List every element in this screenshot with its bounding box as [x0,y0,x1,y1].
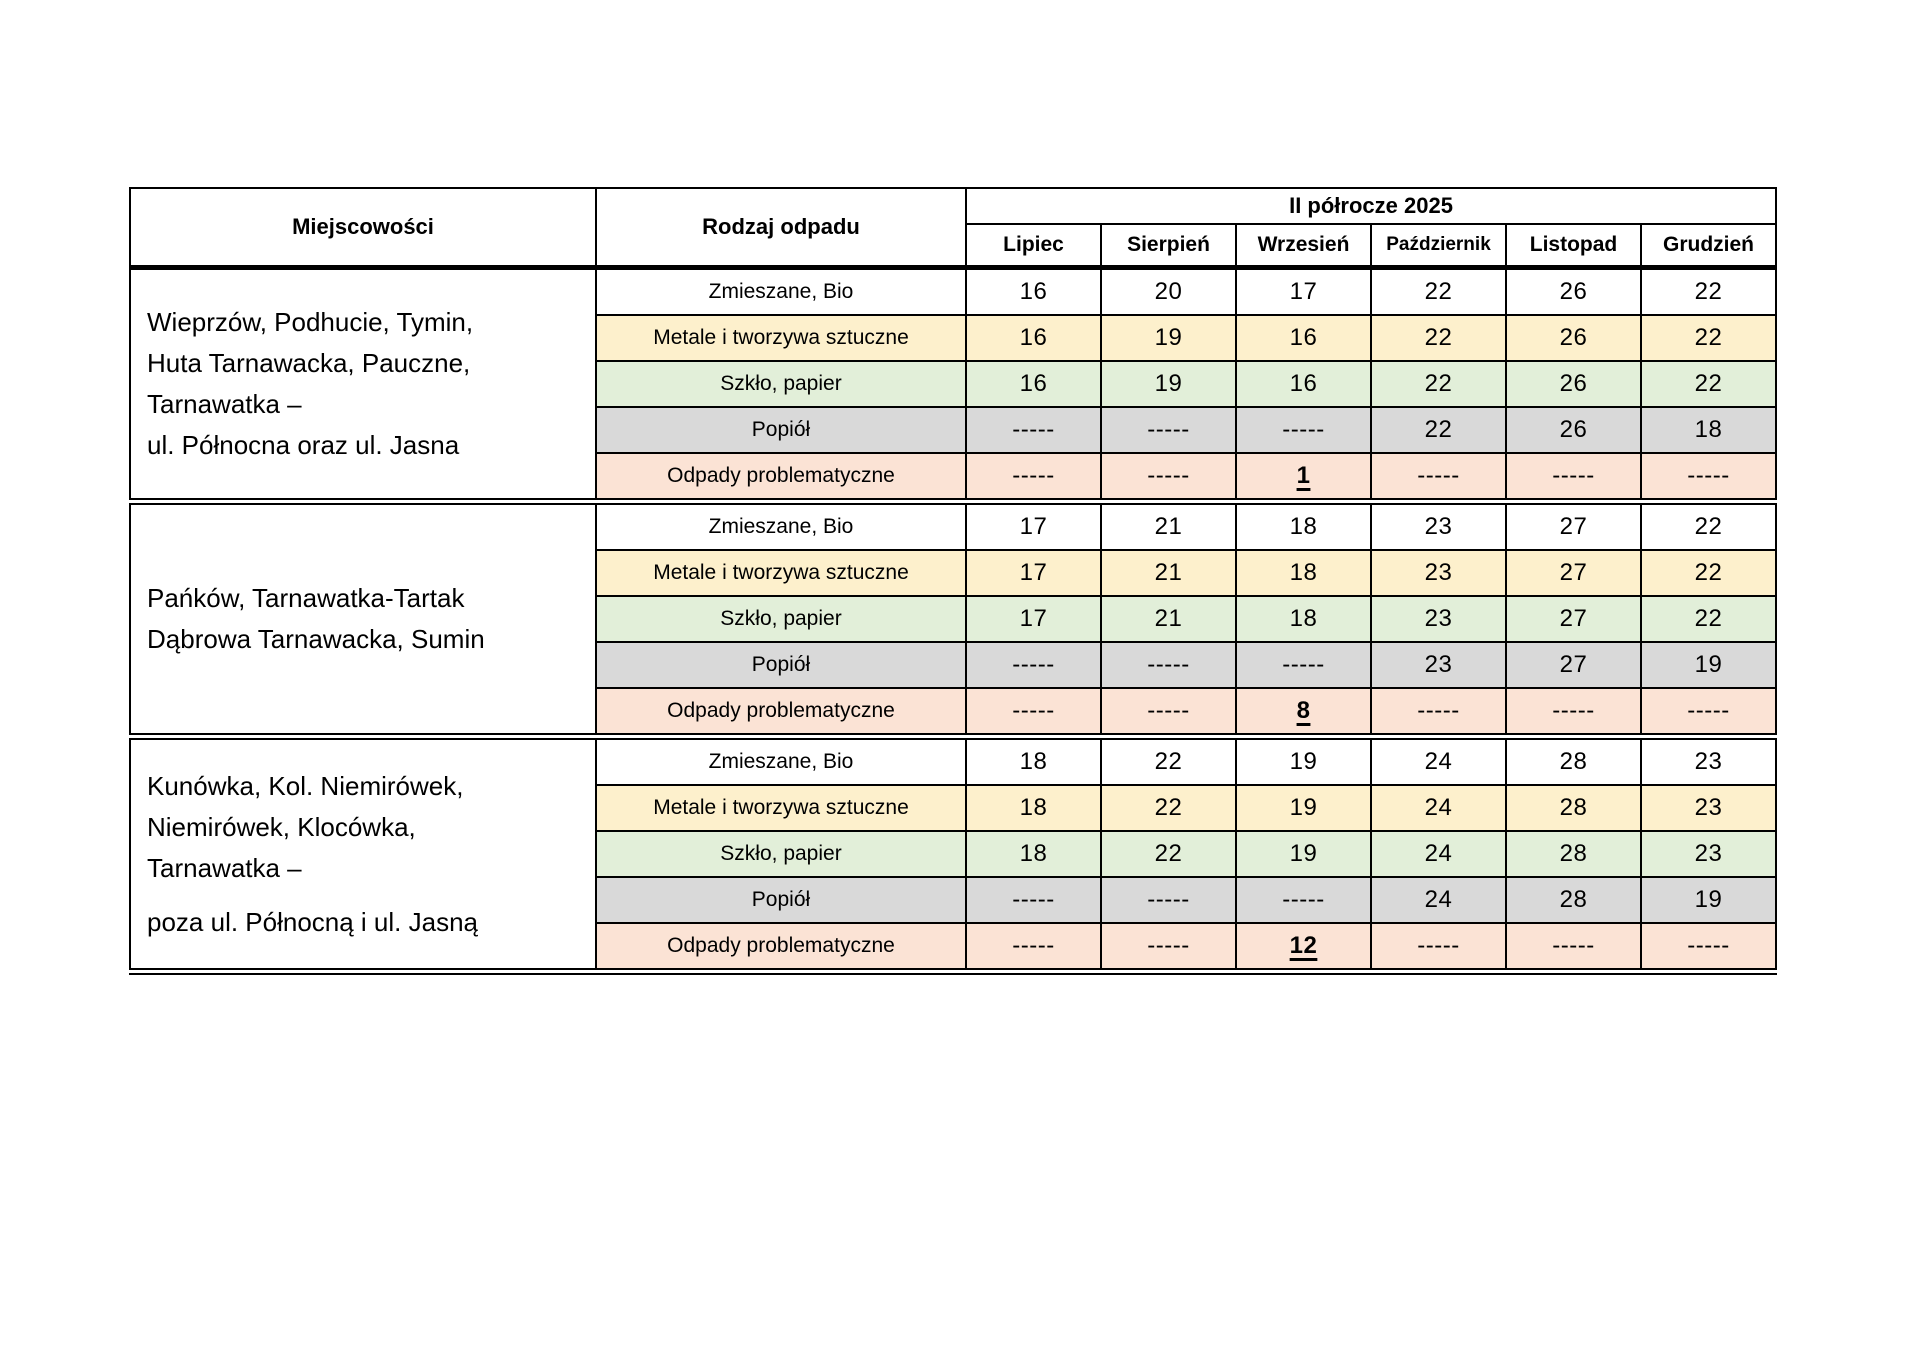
value-cell [1101,688,1236,737]
locality-line: Wieprzów, Podhucie, Tymin, [147,307,474,337]
date-value: 21 [1154,513,1183,540]
value-cell [1236,502,1371,551]
value-cell [1101,407,1236,453]
date-value: ----- [1012,697,1055,724]
date-value: 17 [1019,513,1048,540]
locality-line: Tarnawatka – [147,852,302,883]
schedule-body [130,268,1776,972]
locality-line: Tarnawatka – [147,389,302,419]
value-cell [1371,315,1506,361]
waste-type-cell: Odpady problematyczne [596,453,966,502]
date-value: 24 [1424,794,1453,821]
value-cell [1236,315,1371,361]
waste-type-cell: Popiół [596,642,966,688]
value-cell [1641,688,1776,737]
value-cell [1101,502,1236,551]
value-cell [1506,923,1641,972]
value-cell [1371,407,1506,453]
value-cell [1371,596,1506,642]
value-cell [1641,642,1776,688]
date-value: 18 [1289,605,1318,632]
date-value: 16 [1019,324,1048,351]
value-cell [1236,737,1371,786]
value-cell [1101,877,1236,923]
date-value: 22 [1424,278,1453,305]
locality-line: ul. Północna oraz ul. Jasna [147,430,460,460]
value-cell [1506,831,1641,877]
value-cell [1641,923,1776,972]
date-value: 18 [1019,794,1048,821]
date-value: 26 [1559,278,1588,305]
value-cell [1506,550,1641,596]
value-cell [1101,268,1236,316]
waste-type-cell: Popiół [596,407,966,453]
value-cell [1101,453,1236,502]
date-value: 23 [1424,605,1453,632]
value-cell [1506,502,1641,551]
value-cell [966,453,1101,502]
date-value: ----- [1417,697,1460,724]
value-cell [1101,361,1236,407]
schedule-row [130,737,1776,786]
date-value: ----- [1282,416,1325,443]
date-value: ----- [1012,416,1055,443]
value-cell [1641,877,1776,923]
date-value: 22 [1154,794,1183,821]
locality-line: Kunówka, Kol. Niemirówek, [147,770,464,801]
date-value: 22 [1694,278,1723,305]
month-header-wrzesień: Wrzesień [1236,224,1371,268]
date-value: ----- [1147,886,1190,913]
locality-line: Huta Tarnawacka, Pauczne, [147,348,471,378]
period-header: II półrocze 2025 [966,188,1776,224]
date-value: 26 [1559,370,1588,397]
date-value: 19 [1694,886,1723,913]
value-cell [1506,596,1641,642]
date-value: 18 [1019,748,1048,775]
date-value: 19 [1289,840,1318,867]
date-value: 18 [1019,840,1048,867]
locality-line: Dąbrowa Tarnawacka, Sumin [147,624,485,654]
date-value: 22 [1424,324,1453,351]
date-value: 21 [1154,605,1183,632]
waste-type-cell: Szkło, papier [596,831,966,877]
date-value: 27 [1559,605,1588,632]
value-cell [1236,361,1371,407]
schedule-row [130,268,1776,316]
date-value: 22 [1424,370,1453,397]
value-cell [1236,407,1371,453]
date-value: 20 [1154,278,1183,305]
value-cell [966,642,1101,688]
value-cell [1371,737,1506,786]
value-cell [966,688,1101,737]
value-cell [966,407,1101,453]
date-value: 23 [1694,794,1723,821]
date-value: ----- [1147,416,1190,443]
value-cell [1641,785,1776,831]
locality-cell [130,737,596,972]
date-value: ----- [1147,932,1190,959]
value-cell [1101,550,1236,596]
value-cell [1641,315,1776,361]
date-value: ----- [1417,932,1460,959]
value-cell [1641,268,1776,316]
value-cell [1101,831,1236,877]
date-value: 19 [1694,651,1723,678]
value-cell [1236,453,1371,502]
waste-collection-schedule-table [129,187,1777,975]
value-cell [966,268,1101,316]
waste-type-cell: Zmieszane, Bio [596,268,966,316]
value-cell [966,923,1101,972]
date-value: 22 [1154,748,1183,775]
value-cell [1506,361,1641,407]
value-cell [1371,642,1506,688]
value-cell [1371,268,1506,316]
value-cell [1641,550,1776,596]
locality-line: Pańków, Tarnawatka-Tartak [147,583,465,613]
locality-cell [130,502,596,737]
date-value: ----- [1417,462,1460,489]
value-cell [1101,596,1236,642]
date-value: 28 [1559,840,1588,867]
month-header-październik: Październik [1371,224,1506,268]
value-cell [1236,785,1371,831]
date-value: 17 [1019,559,1048,586]
date-value: 19 [1289,748,1318,775]
waste-type-cell: Szkło, papier [596,361,966,407]
value-cell [1236,596,1371,642]
date-value: 17 [1289,278,1318,305]
value-cell [1236,877,1371,923]
value-cell [1236,923,1371,972]
value-cell [1236,688,1371,737]
date-value: ----- [1012,886,1055,913]
waste-type-cell: Odpady problematyczne [596,688,966,737]
date-value: 27 [1559,513,1588,540]
value-cell [1236,831,1371,877]
month-header-sierpień: Sierpień [1101,224,1236,268]
localities-column-header: Miejscowości [130,188,596,268]
date-value: ----- [1687,462,1730,489]
value-cell [1506,737,1641,786]
value-cell [1371,923,1506,972]
value-cell [1506,877,1641,923]
date-value: 24 [1424,748,1453,775]
date-value: 22 [1694,513,1723,540]
date-value: 16 [1019,278,1048,305]
value-cell [1506,785,1641,831]
value-cell [1641,596,1776,642]
date-value: ----- [1282,651,1325,678]
waste-type-cell: Metale i tworzywa sztuczne [596,315,966,361]
value-cell [966,361,1101,407]
date-value: 24 [1424,886,1453,913]
waste-type-column-header: Rodzaj odpadu [596,188,966,268]
value-cell [1101,315,1236,361]
date-value: ----- [1012,932,1055,959]
value-cell [1371,550,1506,596]
date-value: 19 [1289,794,1318,821]
date-value: 22 [1694,370,1723,397]
value-cell [1236,268,1371,316]
value-cell [966,877,1101,923]
date-value: 16 [1289,324,1318,351]
value-cell [1641,407,1776,453]
value-cell [966,502,1101,551]
date-value: 19 [1154,370,1183,397]
date-value: ----- [1147,651,1190,678]
value-cell [1371,688,1506,737]
date-value: 16 [1019,370,1048,397]
value-cell [1506,453,1641,502]
date-value: ----- [1147,462,1190,489]
schedule-row [130,502,1776,551]
value-cell [966,831,1101,877]
value-cell [1101,923,1236,972]
date-value: ----- [1687,932,1730,959]
waste-type-cell: Popiół [596,877,966,923]
header-row-top [130,188,1776,224]
date-value: 26 [1559,324,1588,351]
value-cell [1641,831,1776,877]
emphasized-date-value: 12 [1289,932,1318,959]
value-cell [1236,642,1371,688]
waste-type-cell: Zmieszane, Bio [596,502,966,551]
date-value: 23 [1424,559,1453,586]
date-value: ----- [1147,697,1190,724]
date-value: 26 [1559,416,1588,443]
date-value: ----- [1687,697,1730,724]
date-value: 22 [1154,840,1183,867]
waste-type-cell: Odpady problematyczne [596,923,966,972]
date-value: 28 [1559,748,1588,775]
emphasized-date-value: 8 [1296,697,1311,724]
waste-type-cell: Szkło, papier [596,596,966,642]
date-value: 22 [1694,324,1723,351]
date-value: 21 [1154,559,1183,586]
date-value: 24 [1424,840,1453,867]
date-value: 18 [1694,416,1723,443]
locality-cell [130,268,596,502]
date-value: 23 [1694,840,1723,867]
date-value: 22 [1424,416,1453,443]
date-value: ----- [1282,886,1325,913]
value-cell [966,737,1101,786]
value-cell [1101,785,1236,831]
date-value: 17 [1019,605,1048,632]
value-cell [1641,502,1776,551]
date-value: ----- [1552,932,1595,959]
date-value: 23 [1424,513,1453,540]
value-cell [1371,453,1506,502]
date-value: 22 [1694,559,1723,586]
value-cell [1641,737,1776,786]
value-cell [1506,268,1641,316]
date-value: 27 [1559,651,1588,678]
value-cell [1371,831,1506,877]
value-cell [1641,453,1776,502]
value-cell [966,550,1101,596]
date-value: 18 [1289,559,1318,586]
value-cell [1101,737,1236,786]
value-cell [966,596,1101,642]
month-header-grudzień: Grudzień [1641,224,1776,268]
date-value: 22 [1694,605,1723,632]
date-value: 28 [1559,794,1588,821]
date-value: 23 [1424,651,1453,678]
value-cell [1371,877,1506,923]
month-header-listopad: Listopad [1506,224,1641,268]
waste-type-cell: Metale i tworzywa sztuczne [596,785,966,831]
date-value: 19 [1154,324,1183,351]
value-cell [1506,688,1641,737]
locality-line: poza ul. Północną i ul. Jasną [147,906,478,937]
value-cell [1371,502,1506,551]
date-value: 28 [1559,886,1588,913]
value-cell [966,315,1101,361]
date-value: 16 [1289,370,1318,397]
date-value: 18 [1289,513,1318,540]
date-value: ----- [1012,462,1055,489]
date-value: ----- [1552,462,1595,489]
value-cell [1371,361,1506,407]
date-value: 23 [1694,748,1723,775]
date-value: ----- [1012,651,1055,678]
value-cell [1371,785,1506,831]
value-cell [1101,642,1236,688]
value-cell [966,785,1101,831]
date-value: ----- [1552,697,1595,724]
value-cell [1506,642,1641,688]
value-cell [1236,550,1371,596]
locality-line: Niemirówek, Klocówka, [147,811,416,842]
waste-type-cell: Zmieszane, Bio [596,737,966,786]
month-header-lipiec: Lipiec [966,224,1101,268]
value-cell [1506,407,1641,453]
waste-type-cell: Metale i tworzywa sztuczne [596,550,966,596]
table-header [130,188,1776,268]
value-cell [1641,361,1776,407]
value-cell [1506,315,1641,361]
locality-line [147,889,585,902]
date-value: 27 [1559,559,1588,586]
emphasized-date-value: 1 [1296,462,1311,489]
